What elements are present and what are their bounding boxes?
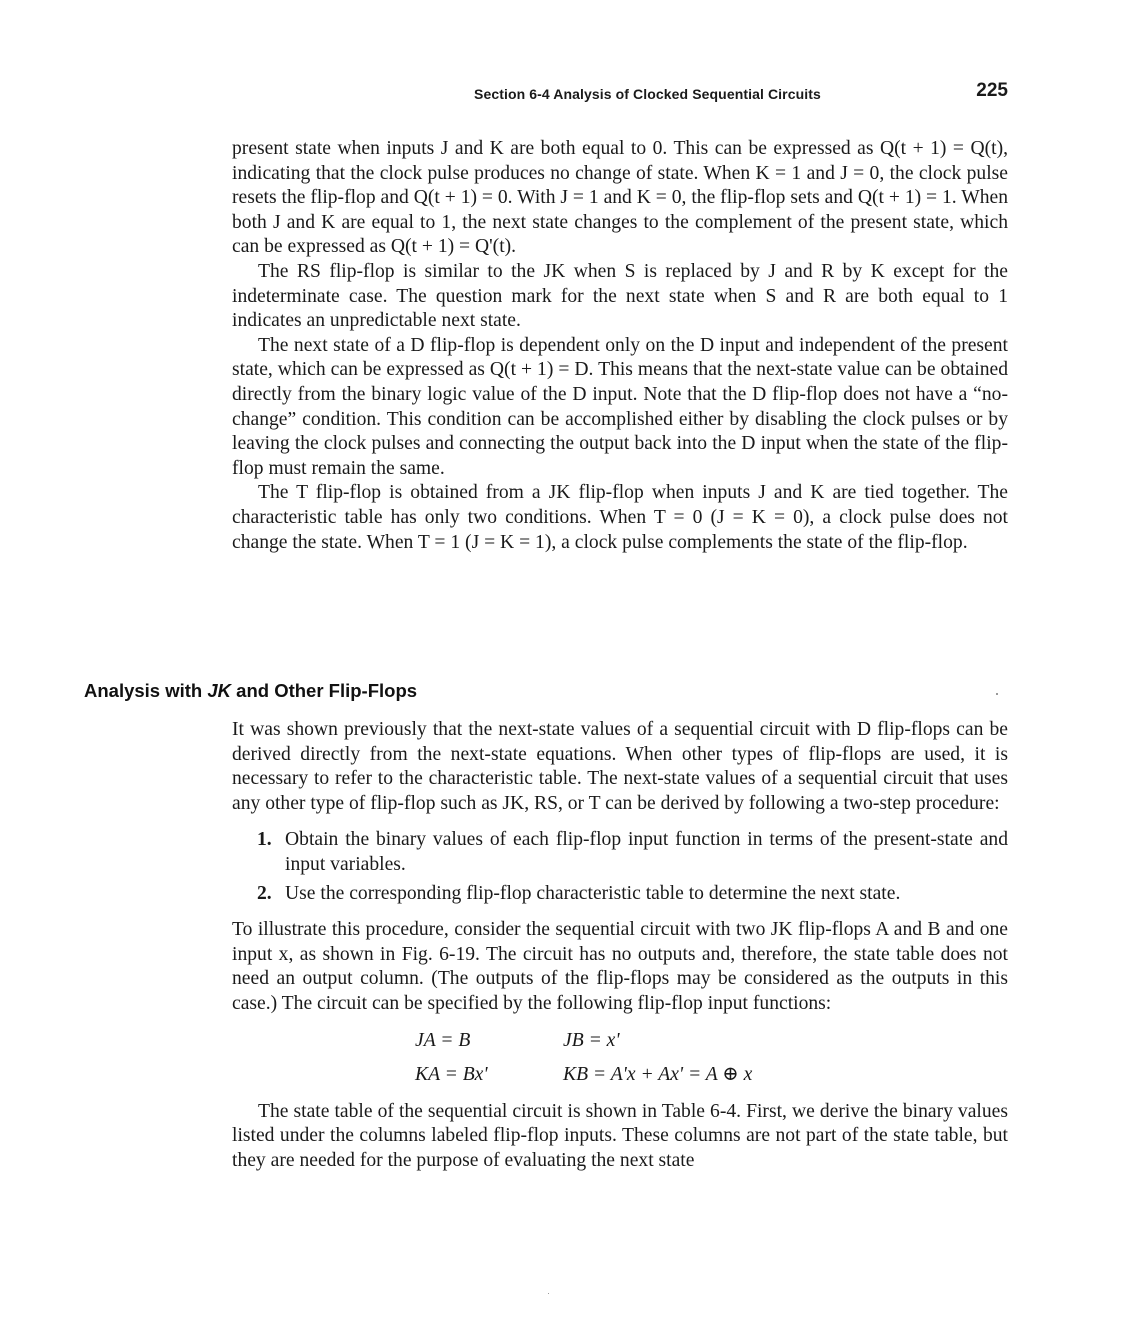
- equation: JB = x': [563, 1029, 620, 1051]
- page-number: 225: [976, 80, 1008, 101]
- paragraph-closing: The state table of the sequential circuit is shown in Table 6-4. First, we derive the binary values listed under the columns labeled flip-flop inputs. These columns are not part of the state table, but they are needed for the purpose of evaluating the next state: [232, 1100, 1008, 1171]
- list-text: Use the corresponding flip-flop characteristic table to determine the next state.: [285, 882, 901, 904]
- equation: KA = Bx': [415, 1064, 488, 1086]
- paragraph-intro: It was shown previously that the next-state values of a sequential circuit with D flip-flops can be derived directly from the next-state equations. When other types of flip-flops are used, it is necessary to refer to the characteristic table. The next-state values of a sequential circuit that uses any other type of flip-flop such as JK, RS, or T can be derived by following a two-step procedure:: [232, 719, 1008, 814]
- list-text: Obtain the binary values of each flip-flop input function in terms of the present-state and input variables.: [285, 829, 1008, 875]
- body-text-top: [232, 137, 1008, 555]
- heading-prefix: Analysis with: [84, 680, 203, 701]
- paragraph-rs-flipflop: The RS flip-flop is similar to the JK when S is replaced by J and R by K except for the indeterminate case. The question mark for the next state when S and R are both equal to 1 indicates an unpredictable next state.: [232, 260, 1008, 332]
- equation-block: [415, 1029, 1008, 1088]
- procedure-list: [232, 828, 1008, 906]
- list-item: [232, 828, 1008, 877]
- paragraph-t-flipflop: The T flip-flop is obtained from a JK flip-flop when inputs J and K are tied together. The characteristic table has only two conditions. When T = 0 (J = K = 0), a clock pulse does not change the state. When T = 1 (J = K = 1), a clock pulse complements the state of the flip-flop.: [232, 482, 1008, 553]
- heading-suffix: and Other Flip-Flops: [236, 680, 418, 701]
- paragraph-illustration: To illustrate this procedure, consider the sequential circuit with two JK flip-flops A and B and one input x, as shown in Fig. 6-19. The circuit has no outputs and, therefore, the state table does not need an output column. (The outputs of the flip-flops may be considered as the outputs in this case.) The circuit can be specified by the following flip-flop input functions:: [232, 919, 1008, 1014]
- section-heading: [84, 680, 417, 702]
- equation: KB = A'x + Ax' = A ⊕ x: [563, 1064, 753, 1086]
- paragraph-d-flipflop: The next state of a D flip-flop is dependent only on the D input and independent of the present state, which can be expressed as Q(t + 1) = D. This means that the next-state value can be obtained directly from the binary logic value of the D input. Note that the D flip-flop does not have a “no-change” condition. This condition can be accomplished either by disabling the clock pulses or by leaving the clock pulses and connecting the output back into the D input when the state of the flip-flop must remain the same.: [232, 334, 1008, 479]
- equation: JA = B: [415, 1029, 471, 1051]
- running-head: [474, 80, 1008, 104]
- list-number: 1.: [257, 829, 272, 851]
- list-item: [232, 882, 1008, 907]
- scan-speck: [548, 1293, 549, 1294]
- running-title: Section 6-4 Analysis of Clocked Sequential Circuits: [474, 86, 821, 102]
- heading-italic: JK: [207, 680, 232, 701]
- body-text-section: [232, 718, 1008, 1174]
- list-number: 2.: [257, 882, 272, 904]
- scan-speck: [996, 693, 998, 695]
- paragraph-jk-behavior: present state when inputs J and K are both equal to 0. This can be expressed as Q(t + 1) = Q(t), indicating that the clock pulse produces no change of state. When K = 1 and J = 0, the clock pulse resets the flip-flop and Q(t + 1) = 0. With J = 1 and K = 0, the flip-flop sets and Q(t + 1) = 1. When both J and K are equal to 1, the next state changes to the complement of the present state, which can be expressed as Q(t + 1) = Q'(t).: [232, 138, 1009, 258]
